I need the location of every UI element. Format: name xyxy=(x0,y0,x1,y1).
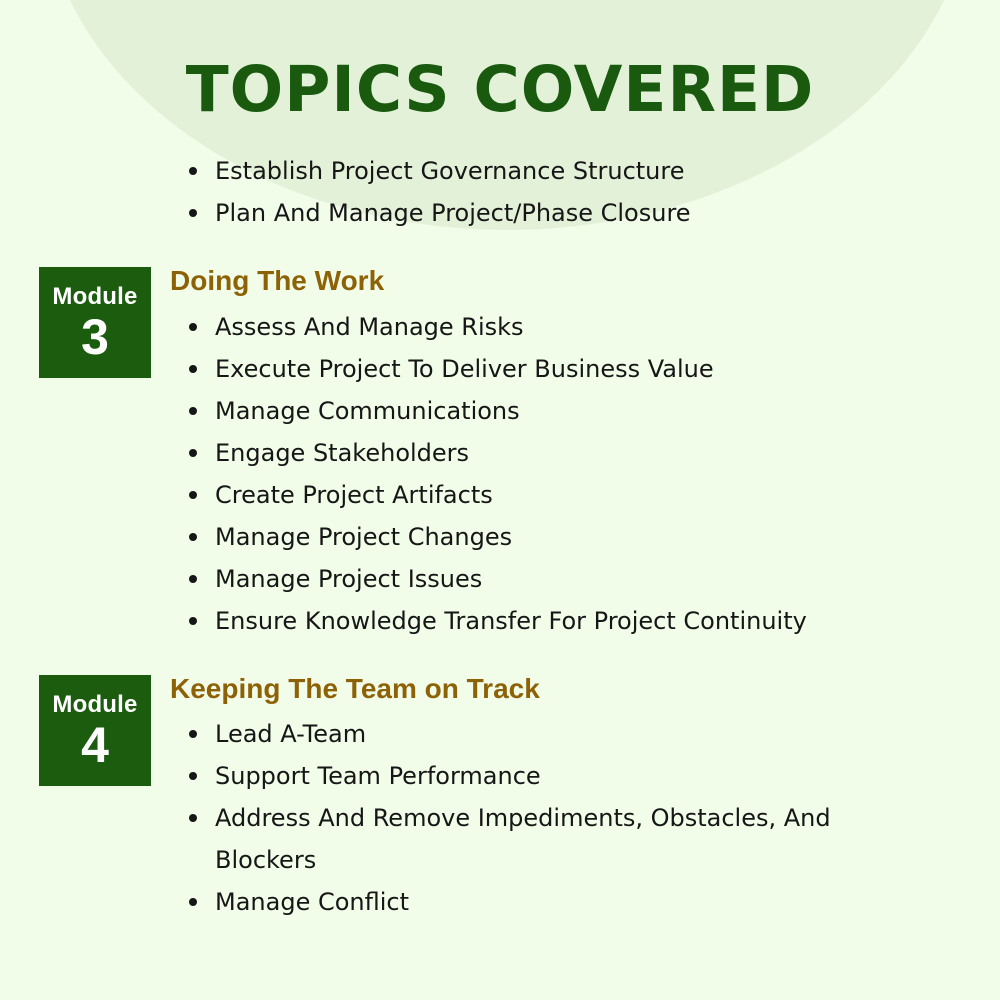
list-item-label: Assess And Manage Risks xyxy=(215,313,524,341)
module-badge-word: Module xyxy=(52,691,138,718)
list-item xyxy=(187,558,807,600)
list-item-label: Manage Project Changes xyxy=(215,523,513,551)
bullet-dot-icon xyxy=(189,575,197,583)
bullet-dot-icon xyxy=(189,491,197,499)
bullet-dot-icon xyxy=(189,772,197,780)
module-badge-number: 4 xyxy=(81,717,109,773)
module-4-badge xyxy=(39,675,151,786)
bullet-dot-icon xyxy=(189,449,197,457)
module-4-topic-list xyxy=(187,713,905,923)
list-item xyxy=(187,713,905,755)
list-item xyxy=(187,755,905,797)
list-item xyxy=(187,192,691,234)
list-item xyxy=(187,516,807,558)
list-item-label: Establish Project Governance Structure xyxy=(215,157,685,185)
module-3-badge xyxy=(39,267,151,378)
list-item-label: Address And Remove Impediments, Obstacles, And Blockers xyxy=(215,804,831,874)
list-item-label: Manage Project Issues xyxy=(215,565,483,593)
bullet-dot-icon xyxy=(189,323,197,331)
list-item xyxy=(187,600,807,642)
bullet-dot-icon xyxy=(189,533,197,541)
module-4-title: Keeping The Team on Track xyxy=(170,673,540,704)
list-item-label: Execute Project To Deliver Business Value xyxy=(215,355,714,383)
bullet-dot-icon xyxy=(189,814,197,822)
page-title: TOPICS COVERED xyxy=(185,53,815,126)
module-badge-word: Module xyxy=(52,283,138,310)
bullet-dot-icon xyxy=(189,730,197,738)
list-item-label: Support Team Performance xyxy=(215,762,541,790)
bullet-dot-icon xyxy=(189,209,197,217)
list-item xyxy=(187,150,691,192)
bullet-dot-icon xyxy=(189,617,197,625)
list-item xyxy=(187,797,905,881)
module-3-title: Doing The Work xyxy=(170,265,385,296)
module-badge-number: 3 xyxy=(81,309,109,365)
list-item-label: Ensure Knowledge Transfer For Project Continuity xyxy=(215,607,807,635)
bullet-dot-icon xyxy=(189,898,197,906)
list-item-label: Manage Communications xyxy=(215,397,520,425)
bullet-dot-icon xyxy=(189,365,197,373)
list-item xyxy=(187,881,905,923)
list-item xyxy=(187,390,807,432)
module-3-topic-list xyxy=(187,306,807,642)
list-item xyxy=(187,474,807,516)
intro-topic-list xyxy=(187,150,691,234)
list-item xyxy=(187,432,807,474)
list-item-label: Manage Conflict xyxy=(215,888,410,916)
bullet-dot-icon xyxy=(189,167,197,175)
list-item xyxy=(187,306,807,348)
list-item-label: Engage Stakeholders xyxy=(215,439,470,467)
bullet-dot-icon xyxy=(189,407,197,415)
list-item-label: Lead A-Team xyxy=(215,720,367,748)
list-item-label: Plan And Manage Project/Phase Closure xyxy=(215,199,691,227)
list-item xyxy=(187,348,807,390)
list-item-label: Create Project Artifacts xyxy=(215,481,493,509)
